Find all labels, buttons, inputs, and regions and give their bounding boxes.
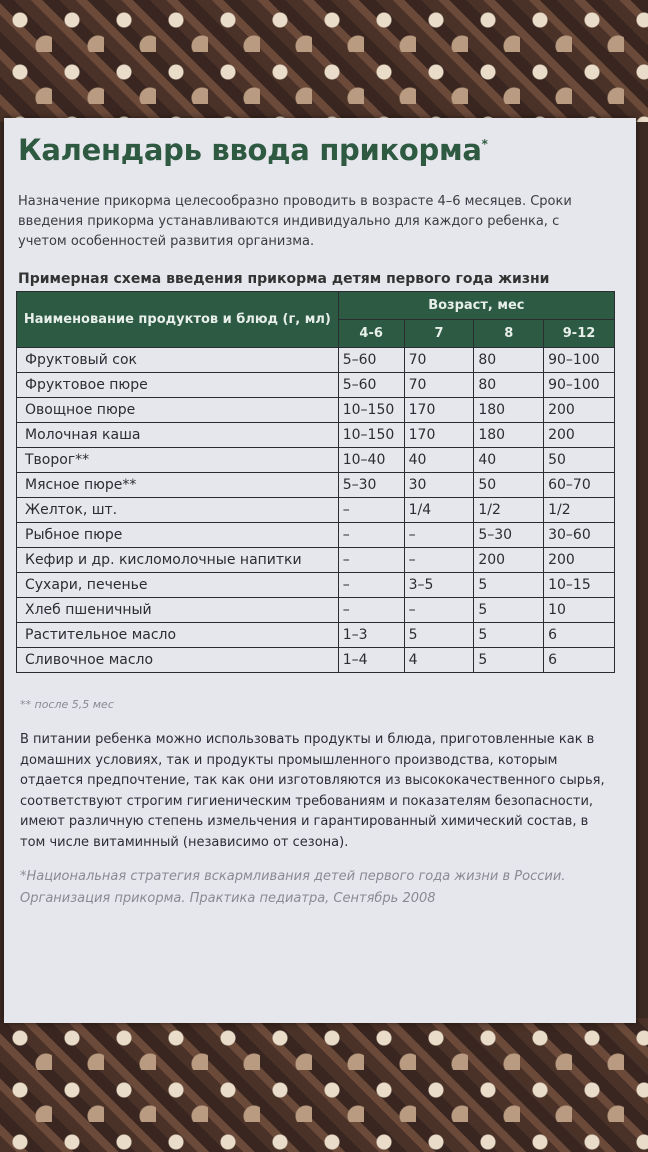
amount-cell: 10–150 xyxy=(338,398,404,423)
amount-cell: 5–60 xyxy=(338,348,404,373)
amount-cell: 5 xyxy=(404,623,474,648)
amount-cell: 5–30 xyxy=(338,473,404,498)
amount-cell: 5–30 xyxy=(474,523,544,548)
amount-cell: 5 xyxy=(474,648,544,673)
table-row xyxy=(17,523,615,548)
amount-cell: 4 xyxy=(404,648,474,673)
body-paragraph: В питании ребенка можно использовать продукты и блюда, приготовленные как в домашних условиях, так и продукты промышленного производства, которым отдается предпочтение, так как они изготовляются из высококачественного сырья, соответствуют строгим гигиеническим требованиям и показателям безопасности, имеют различную степень измельчения и гарантированный химический состав, в том числе витаминный (независимо от сезона). xyxy=(20,732,605,850)
table-row xyxy=(17,573,615,598)
amount-cell: – xyxy=(338,498,404,523)
amount-cell: 40 xyxy=(474,448,544,473)
amount-cell: 6 xyxy=(544,623,615,648)
table-row xyxy=(17,423,615,448)
product-name-cell: Хлеб пшеничный xyxy=(17,598,339,623)
amount-cell: 200 xyxy=(544,398,615,423)
header-product-name: Наименование продуктов и блюд (г, мл) xyxy=(17,292,339,348)
intro-paragraph: Назначение прикорма целесообразно проводить в возрасте 4–6 месяцев. Сроки введения прикорма устанавливаются индивидуально для каждого ребенка, с учетом особенностей развития организма. xyxy=(18,194,572,249)
amount-cell: – xyxy=(404,598,474,623)
header-age-8: 8 xyxy=(474,320,544,348)
amount-cell: 40 xyxy=(404,448,474,473)
amount-cell: 70 xyxy=(404,348,474,373)
amount-cell: 200 xyxy=(544,548,615,573)
product-name-cell: Рыбное пюре xyxy=(17,523,339,548)
source-citation: *Национальная стратегия вскармливания детей первого года жизни в России. Организация прикорма. Практика педиатра, Сентябрь 2008 xyxy=(20,869,566,906)
table-row xyxy=(17,498,615,523)
amount-cell: 5 xyxy=(474,598,544,623)
title-footnote-mark: * xyxy=(481,137,488,151)
table-row xyxy=(17,348,615,373)
footnote: ** после 5,5 мес xyxy=(20,698,114,711)
amount-cell: – xyxy=(404,548,474,573)
amount-cell: 30 xyxy=(404,473,474,498)
amount-cell: 1/2 xyxy=(474,498,544,523)
amount-cell: 90–100 xyxy=(544,348,615,373)
product-name-cell: Кефир и др. кисломолочные напитки xyxy=(17,548,339,573)
table-row xyxy=(17,448,615,473)
page-title: Календарь ввода прикорма* xyxy=(18,133,488,167)
product-name-cell: Растительное масло xyxy=(17,623,339,648)
amount-cell: 70 xyxy=(404,373,474,398)
product-name-cell: Творог** xyxy=(17,448,339,473)
background-ornament-top xyxy=(0,0,648,122)
table-row xyxy=(17,648,615,673)
amount-cell: 170 xyxy=(404,398,474,423)
amount-cell: 6 xyxy=(544,648,615,673)
amount-cell: 5 xyxy=(474,623,544,648)
product-name-cell: Мясное пюре** xyxy=(17,473,339,498)
amount-cell: 180 xyxy=(474,423,544,448)
amount-cell: 90–100 xyxy=(544,373,615,398)
table-row xyxy=(17,598,615,623)
amount-cell: 200 xyxy=(474,548,544,573)
table-row xyxy=(17,398,615,423)
amount-cell: 1/2 xyxy=(544,498,615,523)
amount-cell: 10–150 xyxy=(338,423,404,448)
table-row xyxy=(17,548,615,573)
amount-cell: 5–60 xyxy=(338,373,404,398)
amount-cell: 60–70 xyxy=(544,473,615,498)
amount-cell: – xyxy=(338,548,404,573)
amount-cell: 200 xyxy=(544,423,615,448)
background-ornament-bottom xyxy=(0,1018,648,1152)
product-name-cell: Фруктовое пюре xyxy=(17,373,339,398)
header-age: Возраст, мес xyxy=(338,292,614,320)
amount-cell: – xyxy=(338,573,404,598)
product-name-cell: Фруктовый сок xyxy=(17,348,339,373)
product-name-cell: Овощное пюре xyxy=(17,398,339,423)
amount-cell: – xyxy=(338,598,404,623)
table-row xyxy=(17,373,615,398)
product-name-cell: Молочная каша xyxy=(17,423,339,448)
amount-cell: 80 xyxy=(474,373,544,398)
amount-cell: 10–40 xyxy=(338,448,404,473)
product-name-cell: Желток, шт. xyxy=(17,498,339,523)
amount-cell: 1–3 xyxy=(338,623,404,648)
header-age-9-12: 9-12 xyxy=(544,320,615,348)
amount-cell: 10 xyxy=(544,598,615,623)
amount-cell: 1–4 xyxy=(338,648,404,673)
amount-cell: 30–60 xyxy=(544,523,615,548)
amount-cell: 3–5 xyxy=(404,573,474,598)
amount-cell: 50 xyxy=(474,473,544,498)
table-row xyxy=(17,623,615,648)
header-age-4-6: 4-6 xyxy=(338,320,404,348)
amount-cell: 170 xyxy=(404,423,474,448)
table-row xyxy=(17,473,615,498)
header-age-7: 7 xyxy=(404,320,474,348)
amount-cell: 180 xyxy=(474,398,544,423)
amount-cell: 80 xyxy=(474,348,544,373)
table-body xyxy=(17,348,615,673)
amount-cell: 50 xyxy=(544,448,615,473)
amount-cell: 1/4 xyxy=(404,498,474,523)
amount-cell: 10–15 xyxy=(544,573,615,598)
amount-cell: 5 xyxy=(474,573,544,598)
product-name-cell: Сливочное масло xyxy=(17,648,339,673)
amount-cell: – xyxy=(338,523,404,548)
table-title: Примерная схема введения прикорма детям первого года жизни xyxy=(18,271,550,287)
feeding-schedule-table xyxy=(16,291,615,673)
product-name-cell: Сухари, печенье xyxy=(17,573,339,598)
amount-cell: – xyxy=(404,523,474,548)
